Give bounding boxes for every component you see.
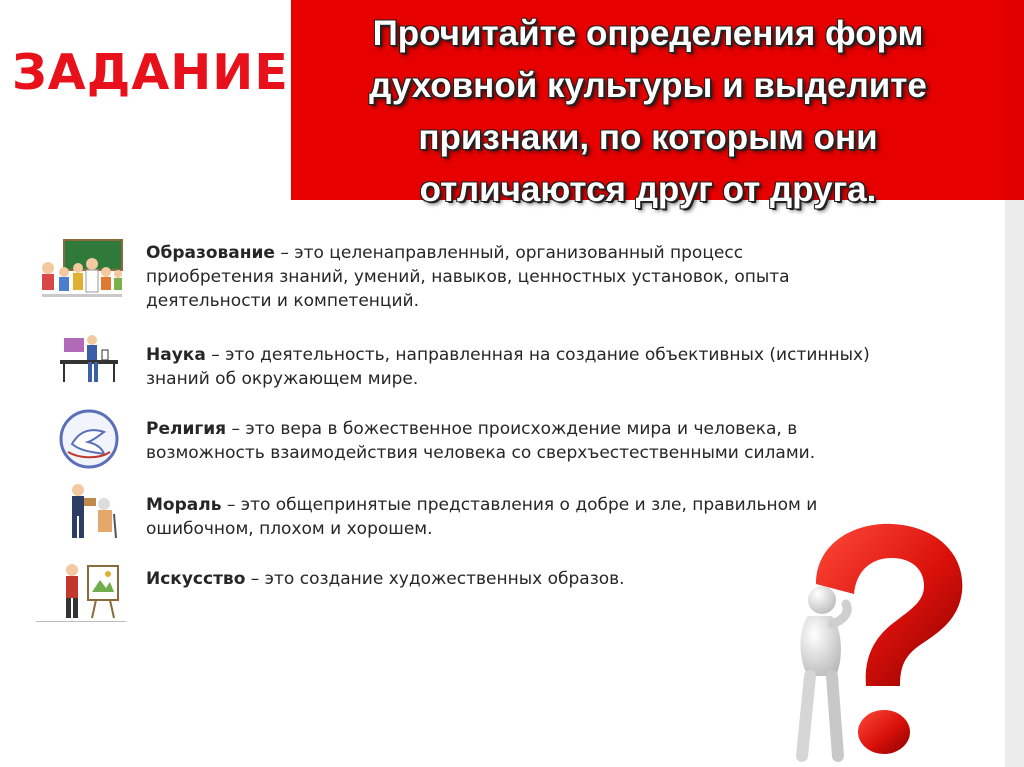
definition-education (146, 241, 986, 313)
definition-morality-line-2: ошибочном, плохом и хорошем. (146, 519, 433, 539)
definition-morality-line-1: – это общепринятые представления о добре и зле, правильном и (221, 495, 818, 515)
definition-religion-line-2: возможность взаимодействия человека со сверхъестественными силами. (146, 443, 816, 463)
instruction-line-4: отличаются друг от друга. (419, 170, 877, 209)
term-science: Наука (146, 345, 206, 365)
term-art: Искусство (146, 569, 246, 589)
definition-science-line-2: знаний об окружающем мире. (146, 369, 419, 389)
instruction-line-3: признаки, по которым они (418, 118, 878, 157)
classroom-icon (38, 238, 124, 300)
definition-art-line-1: – это создание художественных образов. (245, 569, 625, 589)
dove-icon (58, 408, 120, 470)
definition-education-line-3: деятельности и компетенций. (146, 291, 419, 311)
definition-education-line-1: – это целенаправленный, организованный процесс (274, 243, 744, 263)
instruction-line-1: Прочитайте определения форм (372, 14, 924, 53)
term-morality: Мораль (146, 495, 222, 515)
definition-education-line-2: приобретения знаний, умений, навыков, ценностных установок, опыта (146, 267, 790, 287)
definition-religion-line-1: – это вера в божественное происхождение мира и человека, в (226, 419, 798, 439)
instruction-line-2: духовной культуры и выделите (369, 66, 927, 105)
help-elderly-icon (62, 482, 120, 540)
definition-science-line-1: – это деятельность, направленная на создание объективных (истинных) (205, 345, 870, 365)
question-mark-icon (776, 520, 976, 767)
term-education: Образование (146, 243, 275, 263)
science-icon (58, 330, 120, 384)
painter-icon (56, 562, 122, 620)
task-banner (291, 0, 1005, 209)
right-edge-stripe (1005, 0, 1024, 767)
task-instruction (291, 8, 1005, 216)
definition-religion (146, 417, 986, 465)
task-label: ЗАДАНИЕ (12, 44, 289, 101)
term-religion: Религия (146, 419, 227, 439)
divider-line (36, 621, 126, 622)
definition-science (146, 343, 986, 391)
